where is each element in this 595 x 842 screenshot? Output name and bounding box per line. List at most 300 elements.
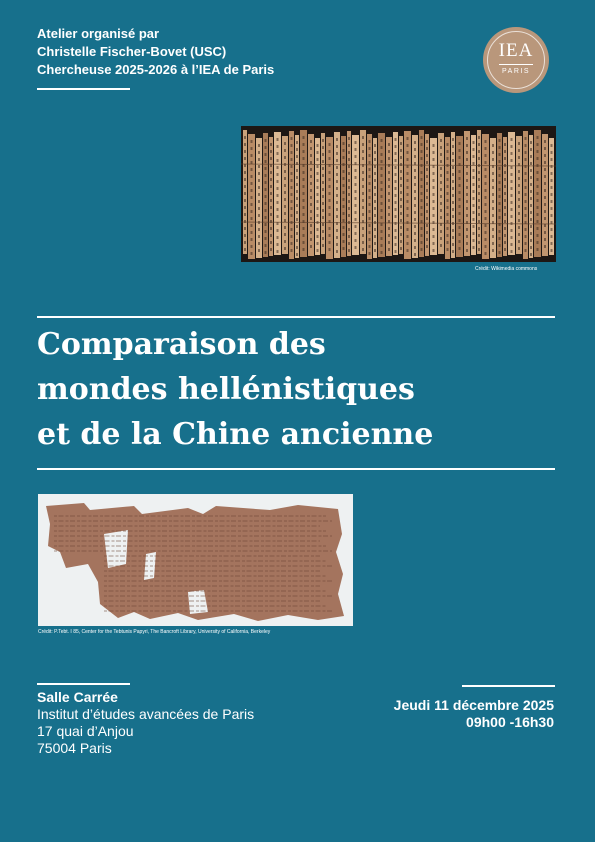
slip-character (329, 185, 331, 188)
slip-character (244, 150, 246, 153)
slip-character (329, 171, 331, 174)
slip-character (499, 251, 501, 254)
slip-character (369, 203, 371, 206)
slip-character (511, 229, 513, 232)
slip-character (537, 178, 539, 181)
image2-credit: Crédit: P.Tebt. I 85, Center for the Tebtunis Papyri, The Bancroft Library, University of California, Berkeley (38, 629, 271, 635)
slip-character (251, 175, 253, 178)
slip-character (395, 166, 397, 169)
slip-character (303, 248, 305, 251)
slip-character (296, 148, 298, 151)
slip-character (525, 172, 527, 175)
slip-character (452, 159, 454, 162)
slip-character (381, 181, 383, 184)
slip-character (251, 161, 253, 164)
slip-character (400, 170, 402, 173)
slip-character (492, 186, 494, 189)
slip-character (466, 249, 468, 252)
slip-character (317, 186, 319, 189)
slip-character (265, 167, 267, 170)
slip-character (447, 150, 449, 153)
slip-character (518, 177, 520, 180)
slip-character (544, 189, 546, 192)
slip-character (525, 207, 527, 210)
slip-character (336, 159, 338, 162)
slip-character (473, 169, 475, 172)
slip-character (336, 145, 338, 148)
slip-character (511, 250, 513, 253)
slip-character (291, 214, 293, 217)
slip-character (459, 156, 461, 159)
slip-character (400, 163, 402, 166)
slip-character (322, 209, 324, 212)
slip-character (518, 205, 520, 208)
slip-character (478, 157, 480, 160)
slip-character (478, 150, 480, 153)
slip-character (466, 186, 468, 189)
slip-character (551, 228, 553, 231)
slip-character (499, 230, 501, 233)
slip-character (258, 228, 260, 231)
slip-character (251, 196, 253, 199)
slip-character (426, 154, 428, 157)
slip-character (329, 199, 331, 202)
slip-character (329, 192, 331, 195)
slip-character (343, 240, 345, 243)
slip-character (433, 186, 435, 189)
slip-character (518, 226, 520, 229)
slip-character (355, 190, 357, 193)
slip-character (511, 243, 513, 246)
slip-character (296, 190, 298, 193)
slip-character (296, 253, 298, 256)
slip-character (388, 143, 390, 146)
slip-character (504, 185, 506, 188)
slip-character (381, 174, 383, 177)
slip-character (348, 172, 350, 175)
slip-character (258, 144, 260, 147)
bamboo-slip (282, 136, 288, 254)
slip-character (270, 143, 272, 146)
slip-character (296, 169, 298, 172)
slip-character (265, 223, 267, 226)
slip-character (485, 161, 487, 164)
slip-character (355, 218, 357, 221)
slip-character (251, 189, 253, 192)
bamboo-slip (399, 136, 403, 254)
slip-character (492, 249, 494, 252)
slip-character (473, 183, 475, 186)
slip-character (426, 168, 428, 171)
slip-character (551, 165, 553, 168)
slip-character (421, 157, 423, 160)
slip-character (511, 166, 513, 169)
slip-character (433, 242, 435, 245)
slip-character (369, 245, 371, 248)
slip-character (499, 237, 501, 240)
slip-character (362, 234, 364, 237)
slip-character (400, 226, 402, 229)
slip-character (478, 192, 480, 195)
slip-character (270, 199, 272, 202)
slip-character (355, 225, 357, 228)
slip-character (251, 154, 253, 157)
slip-character (537, 136, 539, 139)
slip-character (355, 155, 357, 158)
slip-character (296, 239, 298, 242)
slip-character (265, 244, 267, 247)
slip-character (537, 199, 539, 202)
slip-character (551, 207, 553, 210)
slip-character (317, 165, 319, 168)
slip-character (518, 247, 520, 250)
slip-character (400, 177, 402, 180)
slip-character (348, 235, 350, 238)
slip-character (395, 236, 397, 239)
slip-character (544, 196, 546, 199)
slip-character (369, 161, 371, 164)
slip-character (518, 198, 520, 201)
slip-character (530, 183, 532, 186)
slip-character (296, 204, 298, 207)
slip-character (433, 158, 435, 161)
slip-character (511, 215, 513, 218)
slip-character (317, 235, 319, 238)
slip-character (485, 238, 487, 241)
slip-character (317, 207, 319, 210)
slip-character (355, 169, 357, 172)
slip-character (374, 179, 376, 182)
slip-character (362, 157, 364, 160)
slip-character (343, 247, 345, 250)
slip-character (485, 175, 487, 178)
slip-character (374, 235, 376, 238)
slip-character (348, 179, 350, 182)
slip-character (258, 165, 260, 168)
slip-character (478, 143, 480, 146)
slip-character (452, 215, 454, 218)
slip-character (381, 230, 383, 233)
bamboo-slip (516, 136, 522, 254)
slip-character (518, 149, 520, 152)
slip-character (303, 136, 305, 139)
slip-character (258, 214, 260, 217)
slip-character (362, 241, 364, 244)
slip-character (440, 202, 442, 205)
slip-character (466, 158, 468, 161)
slip-character (284, 191, 286, 194)
slip-character (343, 233, 345, 236)
date-divider (462, 685, 555, 687)
slip-character (499, 160, 501, 163)
slip-character (362, 185, 364, 188)
slip-character (310, 189, 312, 192)
slip-character (296, 218, 298, 221)
slip-character (504, 206, 506, 209)
slip-character (310, 224, 312, 227)
slip-character (466, 200, 468, 203)
slip-character (244, 206, 246, 209)
slip-character (473, 211, 475, 214)
slip-character (421, 213, 423, 216)
slip-character (400, 205, 402, 208)
slip-character (329, 213, 331, 216)
slip-character (348, 186, 350, 189)
slip-character (537, 171, 539, 174)
slip-character (492, 200, 494, 203)
slip-character (478, 136, 480, 139)
slip-character (355, 246, 357, 249)
slip-character (277, 201, 279, 204)
slip-character (421, 241, 423, 244)
slip-character (336, 208, 338, 211)
slip-character (544, 147, 546, 150)
slip-character (329, 206, 331, 209)
slip-character (400, 240, 402, 243)
slip-character (452, 229, 454, 232)
slip-character (291, 228, 293, 231)
slip-character (537, 220, 539, 223)
bamboo-slip (456, 136, 463, 257)
slip-character (303, 171, 305, 174)
slip-character (296, 211, 298, 214)
slip-character (478, 213, 480, 216)
slip-character (369, 210, 371, 213)
slip-character (277, 250, 279, 253)
slip-character (284, 233, 286, 236)
slip-character (499, 153, 501, 156)
slip-character (530, 239, 532, 242)
slip-character (400, 219, 402, 222)
bamboo-slip (425, 134, 429, 256)
slip-character (395, 152, 397, 155)
slip-character (518, 156, 520, 159)
slip-character (459, 142, 461, 145)
slip-character (258, 200, 260, 203)
event-date: Jeudi 11 décembre 2025 (393, 697, 554, 713)
bamboo-slips-image (241, 126, 556, 262)
slip-character (374, 158, 376, 161)
slip-character (277, 173, 279, 176)
slip-character (407, 249, 409, 252)
slip-character (499, 202, 501, 205)
slip-character (317, 242, 319, 245)
slip-character (537, 185, 539, 188)
slip-character (343, 142, 345, 145)
slip-character (317, 144, 319, 147)
slip-character (414, 141, 416, 144)
slip-character (537, 150, 539, 153)
slip-character (362, 192, 364, 195)
slip-character (258, 179, 260, 182)
slip-character (525, 137, 527, 140)
slip-character (336, 250, 338, 253)
slip-character (551, 172, 553, 175)
slip-character (270, 178, 272, 181)
slip-character (277, 215, 279, 218)
slip-character (485, 245, 487, 248)
slip-character (466, 207, 468, 210)
slip-character (426, 147, 428, 150)
organizer-block (37, 25, 274, 79)
bamboo-slip (438, 133, 444, 254)
slip-character (400, 247, 402, 250)
slip-character (310, 203, 312, 206)
slip-character (485, 231, 487, 234)
slip-character (317, 158, 319, 161)
slip-character (407, 172, 409, 175)
slip-character (504, 248, 506, 251)
slip-character (473, 218, 475, 221)
slip-character (459, 226, 461, 229)
slip-character (251, 231, 253, 234)
slip-character (530, 253, 532, 256)
venue-room: Salle Carrée (37, 689, 118, 705)
organizer-intro: Atelier organisé par (37, 26, 160, 41)
slip-character (504, 220, 506, 223)
title-line-1: Comparaison des (37, 327, 326, 362)
slip-character (251, 182, 253, 185)
slip-character (317, 249, 319, 252)
slip-character (485, 224, 487, 227)
slip-character (440, 174, 442, 177)
slip-character (504, 178, 506, 181)
papyrus-image (38, 494, 353, 626)
slip-character (530, 176, 532, 179)
title-line-2: mondes hellénistiques (37, 372, 415, 407)
slip-character (551, 179, 553, 182)
slip-character (525, 235, 527, 238)
slip-character (447, 206, 449, 209)
slip-character (355, 197, 357, 200)
slip-character (369, 175, 371, 178)
slip-character (296, 197, 298, 200)
slip-character (518, 191, 520, 194)
slip-character (303, 213, 305, 216)
slip-character (466, 144, 468, 147)
slip-character (537, 248, 539, 251)
slip-character (407, 186, 409, 189)
slip-character (336, 138, 338, 141)
slip-character (459, 184, 461, 187)
slip-character (317, 214, 319, 217)
slip-character (400, 198, 402, 201)
slip-character (426, 224, 428, 227)
slip-character (388, 206, 390, 209)
slip-character (258, 207, 260, 210)
slip-character (544, 140, 546, 143)
slip-character (551, 242, 553, 245)
slip-character (277, 138, 279, 141)
slip-character (414, 183, 416, 186)
slip-character (303, 234, 305, 237)
slip-character (362, 171, 364, 174)
slip-character (296, 246, 298, 249)
slip-character (421, 199, 423, 202)
slip-character (322, 160, 324, 163)
slip-character (284, 198, 286, 201)
slip-character (473, 176, 475, 179)
slip-character (329, 241, 331, 244)
slip-character (395, 138, 397, 141)
slip-character (530, 155, 532, 158)
slip-character (244, 213, 246, 216)
slip-character (544, 182, 546, 185)
slip-character (530, 246, 532, 249)
slip-character (447, 178, 449, 181)
slip-character (355, 148, 357, 151)
slip-character (414, 148, 416, 151)
slip-character (530, 218, 532, 221)
slip-character (414, 239, 416, 242)
bamboo-slip (542, 134, 548, 256)
slip-character (504, 143, 506, 146)
slip-character (270, 150, 272, 153)
slip-character (381, 237, 383, 240)
slip-character (395, 145, 397, 148)
slip-character (466, 235, 468, 238)
slip-character (544, 175, 546, 178)
slip-character (348, 249, 350, 252)
slip-character (369, 238, 371, 241)
slip-character (473, 197, 475, 200)
slip-character (395, 173, 397, 176)
slip-character (265, 139, 267, 142)
slip-character (244, 178, 246, 181)
slip-character (421, 143, 423, 146)
slip-character (473, 190, 475, 193)
slip-character (551, 151, 553, 154)
logo-sub-text: PARIS (502, 68, 530, 75)
slip-character (381, 251, 383, 254)
slip-character (414, 225, 416, 228)
slip-character (381, 146, 383, 149)
slip-character (433, 214, 435, 217)
slip-character (277, 180, 279, 183)
slip-character (381, 167, 383, 170)
slip-character (492, 179, 494, 182)
slip-character (310, 217, 312, 220)
slip-character (296, 232, 298, 235)
slip-character (270, 206, 272, 209)
slip-character (388, 185, 390, 188)
slip-character (447, 171, 449, 174)
slip-character (258, 249, 260, 252)
slip-character (530, 197, 532, 200)
slip-character (265, 237, 267, 240)
slip-character (473, 232, 475, 235)
slip-character (277, 166, 279, 169)
slip-character (362, 136, 364, 139)
slip-character (310, 175, 312, 178)
slip-character (388, 248, 390, 251)
slip-character (251, 252, 253, 255)
slip-character (381, 160, 383, 163)
slip-character (530, 232, 532, 235)
image1-credit: Crédit: Wikimedia commons (475, 266, 538, 272)
slip-character (291, 193, 293, 196)
slip-character (525, 158, 527, 161)
slip-character (291, 249, 293, 252)
slip-character (355, 239, 357, 242)
slip-character (374, 242, 376, 245)
bamboo-slip (503, 137, 507, 256)
slip-character (492, 207, 494, 210)
slip-character (492, 144, 494, 147)
slip-character (244, 248, 246, 251)
logo-main-text: IEA (498, 40, 534, 61)
slip-character (310, 182, 312, 185)
